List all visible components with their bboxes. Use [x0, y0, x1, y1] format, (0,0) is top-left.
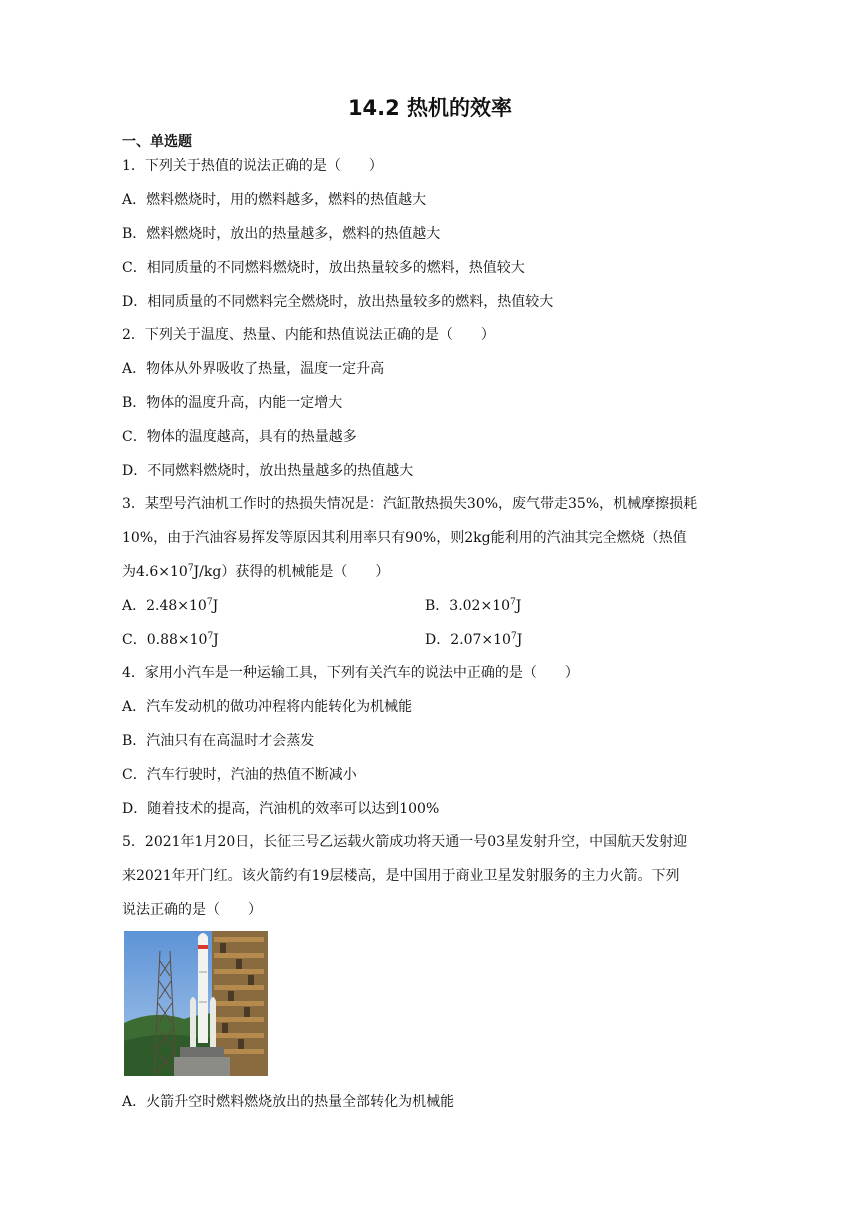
- q2-stem: 2．下列关于温度、热量、内能和热值说法正确的是（ ）: [122, 327, 495, 343]
- q5-stem-line3: 说法正确的是（ ）: [122, 902, 262, 918]
- q3-stem-line2: 10%，由于汽油容易挥发等原因其利用率只有90%，则2kg能利用的汽油其完全燃烧（热值: [122, 530, 687, 546]
- q3-option-a: A．$2.48\times 10^7J$: [122, 597, 219, 614]
- q2-option-c: C．物体的温度越高，具有的热量越多: [122, 429, 357, 445]
- q3-option-b: B．$3.02\times 10^7J$: [425, 597, 522, 614]
- q1-stem: 1．下列关于热值的说法正确的是（ ）: [122, 158, 383, 174]
- q2-option-b: B．物体的温度升高，内能一定增大: [122, 395, 343, 411]
- page-title: 14.2 热机的效率: [347, 96, 513, 120]
- q4-option-c: C．汽车行驶时，汽油的热值不断减小: [122, 767, 357, 783]
- q1-option-d: D．相同质量的不同燃料完全燃烧时，放出热量较多的燃料，热值较大: [122, 294, 554, 310]
- q3-stem-line3: 为$4.6\times 10^7J/kg$）获得的机械能是（ ）: [122, 563, 390, 580]
- q5-option-a: A．火箭升空时燃料燃烧放出的热量全部转化为机械能: [122, 1094, 455, 1110]
- q1-option-c: C．相同质量的不同燃料燃烧时，放出热量较多的燃料，热值较大: [122, 260, 525, 276]
- q4-option-a: A．汽车发动机的做功冲程将内能转化为机械能: [122, 699, 413, 715]
- rocket-launch-photo: [124, 931, 268, 1076]
- q4-stem: 4．家用小汽车是一种运输工具，下列有关汽车的说法中正确的是（ ）: [122, 665, 579, 681]
- section-heading: 一、单选题: [122, 134, 192, 150]
- q5-stem-line2: 来2021年开门红。该火箭约有19层楼高，是中国用于商业卫星发射服务的主力火箭。下列: [122, 868, 680, 884]
- q3-option-d: D．$2.07\times 10^7J$: [425, 631, 523, 648]
- q1-option-b: B．燃料燃烧时，放出的热量越多，燃料的热值越大: [122, 226, 441, 242]
- q3-option-c: C．$0.88\times 10^7J$: [122, 631, 219, 648]
- q5-stem-line1: 5．2021年1月20日，长征三号乙运载火箭成功将天通一号03星发射升空，中国航天发射迎: [122, 834, 688, 850]
- q2-option-d: D．不同燃料燃烧时，放出热量越多的热值越大: [122, 463, 414, 479]
- q4-option-d: D．随着技术的提高，汽油机的效率可以达到100%: [122, 801, 440, 817]
- q4-option-b: B．汽油只有在高温时才会蒸发: [122, 733, 315, 749]
- q1-option-a: A．燃料燃烧时，用的燃料越多，燃料的热值越大: [122, 192, 427, 208]
- q2-option-a: A．物体从外界吸收了热量，温度一定升高: [122, 361, 385, 377]
- q3-stem-line1: 3．某型号汽油机工作时的热损失情况是：汽缸散热损失30%，废气带走35%，机械摩擦损耗: [122, 496, 698, 512]
